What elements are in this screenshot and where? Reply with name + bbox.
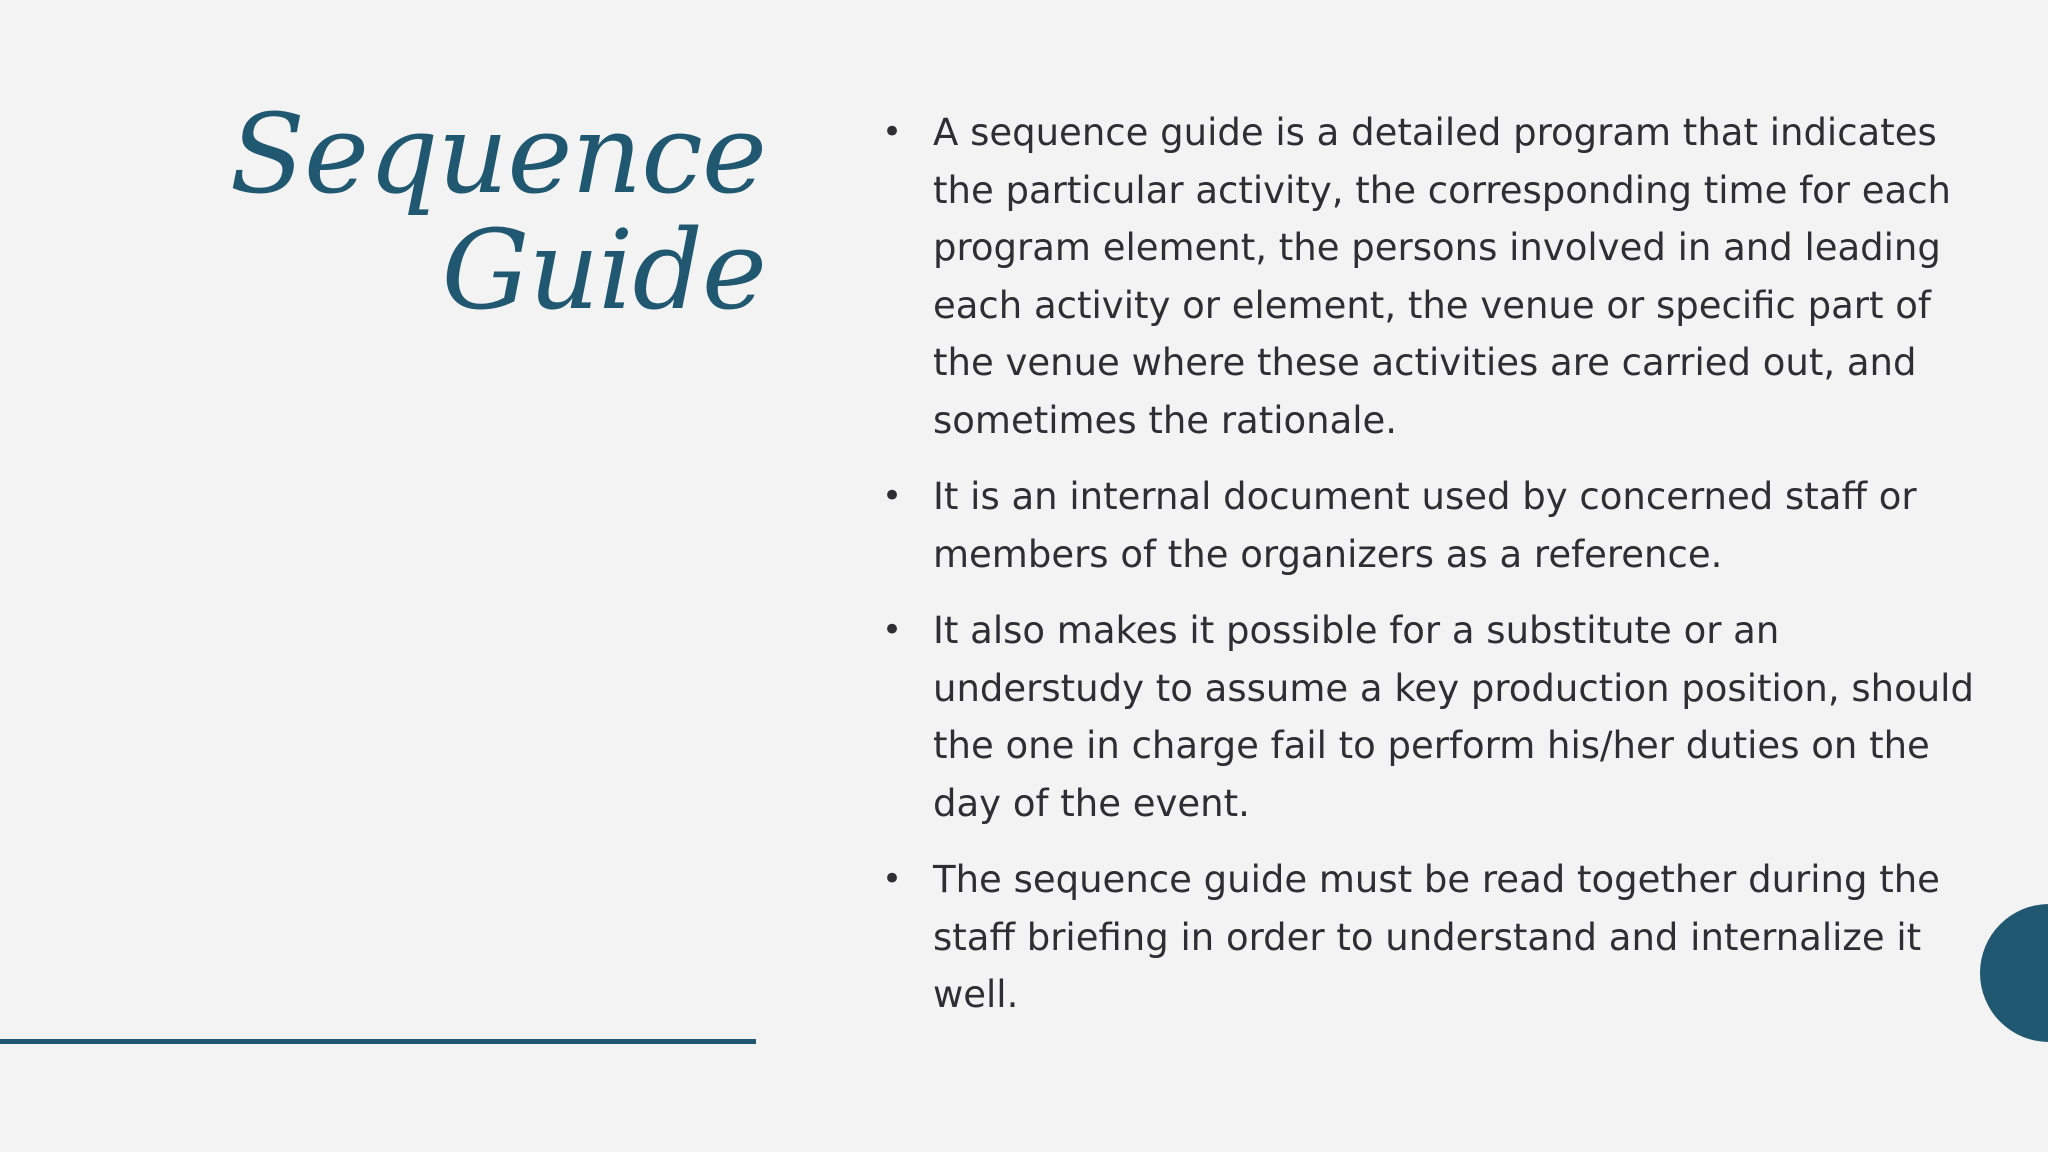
bullet-text-4: The sequence guide must be read together during the staff briefing in order to understand and internalize it well. (933, 858, 1940, 1016)
bullet-item-3 (882, 602, 1992, 832)
bullet-dot-icon: • (882, 476, 903, 516)
bullet-dot-icon: • (882, 610, 903, 650)
slide-title (229, 90, 766, 334)
bullet-dot-icon: • (882, 112, 903, 152)
bullet-text-2: It is an internal document used by concerned staff or members of the organizers as a reference. (933, 475, 1917, 576)
bullet-text-1: A sequence guide is a detailed program that indicates the particular activity, the corresponding time for each program element, the persons involved in and leading each activity or element, the venue or specific part of the venue where these activities are carried out, and sometimes the rationale. (933, 111, 1951, 442)
bullet-item-4 (882, 851, 1992, 1024)
bullet-item-2 (882, 468, 1992, 583)
bullet-text-3: It also makes it possible for a substitute or an understudy to assume a key production position, should the one in charge fail to perform his/her duties on the day of the event. (933, 609, 1974, 825)
title-line-2: Guide (441, 206, 766, 334)
bullet-dot-icon: • (882, 859, 903, 899)
bullet-item-1 (882, 104, 1992, 449)
title-underline-rule (0, 1039, 756, 1044)
bullet-list (882, 104, 1992, 1043)
title-line-1: Sequence (229, 90, 766, 218)
